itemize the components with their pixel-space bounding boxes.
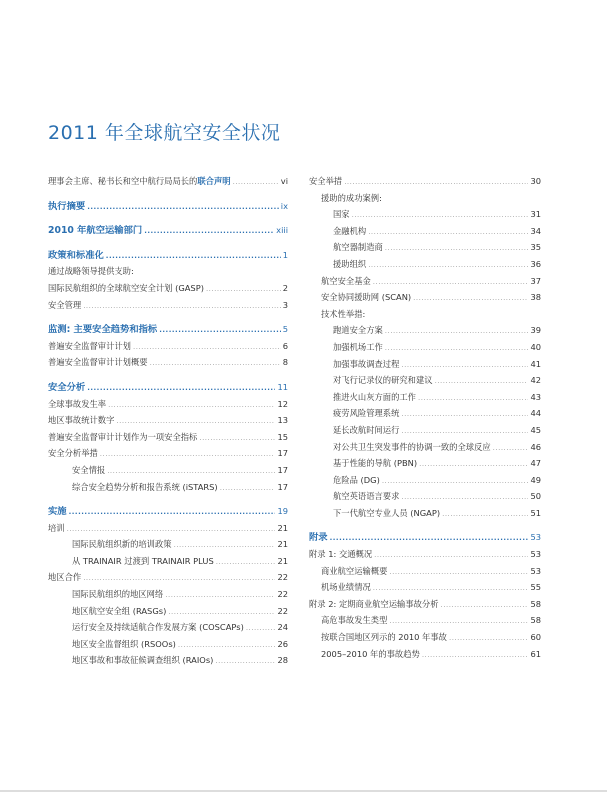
toc-entry[interactable] bbox=[309, 439, 541, 456]
toc-entry-label: 普遍安全监督审计计划概要 bbox=[48, 357, 148, 368]
toc-entry[interactable] bbox=[48, 520, 288, 537]
toc-entry[interactable] bbox=[309, 455, 541, 472]
toc-entry-label: 普遍安全监督审计计划作为一项安全指标 bbox=[48, 431, 198, 442]
toc-page-number: 15 bbox=[277, 431, 288, 442]
toc-entry[interactable] bbox=[48, 263, 288, 280]
toc-page-number: 39 bbox=[530, 325, 541, 336]
toc-leader-dots bbox=[401, 357, 528, 373]
toc-page-number: 21 bbox=[277, 522, 288, 533]
toc-leader-dots bbox=[144, 223, 274, 239]
toc-entry[interactable] bbox=[48, 396, 288, 413]
toc-entry-label: 政策和标准化 bbox=[48, 249, 104, 261]
toc-entry-label: 安全协同援助网 (SCAN) bbox=[321, 292, 412, 303]
toc-leader-dots bbox=[442, 506, 528, 522]
toc-leader-dots bbox=[220, 480, 276, 496]
toc-entry[interactable] bbox=[309, 646, 541, 663]
toc-leader-dots bbox=[419, 456, 528, 472]
toc-entry-label: 从 TRAINAIR 过渡到 TRAINAIR PLUS bbox=[72, 555, 214, 566]
toc-entry-label: 培训 bbox=[48, 522, 65, 533]
toc-entry-label: 运行安全及持续适航合作发展方案 (COSCAPs) bbox=[72, 622, 244, 633]
toc-entry[interactable] bbox=[48, 297, 288, 314]
toc-entry[interactable] bbox=[309, 356, 541, 373]
toc-page-number: 6 bbox=[282, 340, 288, 351]
toc-entry[interactable] bbox=[309, 273, 541, 290]
toc-leader-dots bbox=[401, 489, 528, 505]
toc-leader-dots bbox=[401, 406, 528, 422]
toc-leader-dots bbox=[373, 580, 529, 596]
toc-entry[interactable] bbox=[309, 546, 541, 563]
toc-leader-dots bbox=[246, 620, 276, 636]
toc-entry-label bbox=[48, 173, 231, 190]
toc-section-heading[interactable] bbox=[48, 379, 288, 396]
toc-leader-dots bbox=[165, 587, 275, 603]
toc-entry-label: 商业航空运输概要 bbox=[321, 565, 388, 576]
toc-entry-label: 按联合国地区列示的 2010 年事故 bbox=[321, 632, 447, 643]
toc-leader-dots bbox=[344, 174, 528, 190]
toc-entry-label: 2005–2010 年的事故趋势 bbox=[321, 648, 420, 659]
toc-entry[interactable] bbox=[309, 372, 541, 389]
toc-leader-dots bbox=[385, 340, 529, 356]
toc-entry-label: 航空安全基金 bbox=[321, 275, 371, 286]
toc-page-number: 55 bbox=[530, 582, 541, 593]
toc-leader-dots bbox=[67, 521, 276, 537]
toc-page-number: 17 bbox=[277, 448, 288, 459]
toc-page-number: 26 bbox=[277, 638, 288, 649]
toc-entry-label: 高危事故发生类型 bbox=[321, 615, 388, 626]
toc-page-number: vi bbox=[280, 176, 288, 186]
toc-leader-dots bbox=[389, 564, 528, 580]
toc-entry[interactable] bbox=[309, 629, 541, 646]
toc-page-number: 22 bbox=[277, 589, 288, 600]
toc-leader-dots bbox=[389, 613, 528, 629]
toc-leader-dots bbox=[168, 604, 275, 620]
toc-entry-label: 地区事故和事故征候调查组织 (RAIOs) bbox=[72, 655, 214, 666]
toc-leader-dots bbox=[374, 547, 528, 563]
toc-leader-dots bbox=[441, 597, 529, 613]
toc-page-number: 30 bbox=[530, 176, 541, 186]
toc-entry[interactable] bbox=[309, 289, 541, 306]
toc-page-number: 40 bbox=[530, 341, 541, 352]
toc-entry[interactable] bbox=[48, 603, 288, 620]
toc-section-heading[interactable] bbox=[48, 247, 288, 264]
toc-entry-label: 航空英语语言要求 bbox=[333, 491, 400, 502]
toc-leader-dots bbox=[107, 463, 275, 479]
toc-entry[interactable] bbox=[309, 190, 541, 207]
toc-entry-label: 跑道安全方案 bbox=[333, 325, 383, 336]
toc-page-number: 31 bbox=[530, 209, 541, 220]
toc-leader-dots bbox=[133, 339, 281, 355]
toc-page-number: 53 bbox=[530, 532, 541, 543]
toc-entry-label: 国家 bbox=[333, 209, 350, 220]
toc-entry[interactable] bbox=[309, 322, 541, 339]
toc-page-number: 34 bbox=[530, 225, 541, 236]
toc-entry[interactable] bbox=[48, 636, 288, 653]
toc-entry-label: 疲劳风险管理系统 bbox=[333, 408, 400, 419]
toc-entry-label: 安全分析举措 bbox=[48, 448, 98, 459]
toc-section-heading[interactable] bbox=[48, 503, 288, 520]
toc-page-number: 46 bbox=[530, 441, 541, 452]
toc-entry-label: 全球事故发生率 bbox=[48, 398, 107, 409]
toc-entry-label: 援助组织 bbox=[333, 258, 367, 269]
toc-entry-label: 对飞行记录仪的研究和建议 bbox=[333, 375, 433, 386]
toc-entry-label-prefix: 理事会主席、秘书长和空中航行局局长的 bbox=[48, 176, 198, 186]
toc-page-number: 11 bbox=[277, 381, 288, 392]
toc-page-number: 58 bbox=[530, 615, 541, 626]
toc-entry-label: 附录 bbox=[309, 532, 328, 544]
toc-section-heading[interactable] bbox=[48, 198, 288, 215]
toc-page-number: 42 bbox=[530, 375, 541, 386]
toc-leader-dots bbox=[385, 240, 529, 256]
toc-entry[interactable] bbox=[48, 280, 288, 297]
toc-entry-label: 通过战略领导提供支助: bbox=[48, 266, 134, 277]
toc-entry-label: 附录 1: 交通概况 bbox=[309, 549, 373, 560]
toc-entry[interactable] bbox=[48, 536, 288, 553]
toc-leader-dots bbox=[199, 430, 275, 446]
toc-entry-label: 国际民航组织的地区网络 bbox=[72, 589, 164, 600]
toc-entry[interactable] bbox=[309, 206, 541, 223]
toc-entry[interactable] bbox=[309, 488, 541, 505]
toc-entry[interactable] bbox=[48, 553, 288, 570]
toc-entry-label: 执行摘要 bbox=[48, 200, 86, 212]
toc-leader-dots bbox=[413, 290, 528, 306]
toc-entry-label: 安全举措 bbox=[309, 176, 343, 186]
toc-page-number: 43 bbox=[530, 391, 541, 402]
toc-page-number: 53 bbox=[530, 565, 541, 576]
toc-leader-dots bbox=[83, 298, 281, 314]
toc-entry[interactable] bbox=[48, 586, 288, 603]
toc-entry-label: 技术性举措: bbox=[321, 308, 366, 319]
toc-leader-dots bbox=[174, 537, 276, 553]
toc-entry[interactable] bbox=[48, 569, 288, 586]
toc-entry[interactable] bbox=[48, 462, 288, 479]
toc-entry-label: 安全分析 bbox=[48, 381, 86, 393]
toc-entry-label: 地区航空安全组 (RASGs) bbox=[72, 605, 167, 616]
toc-entry-label: 下一代航空专业人员 (NGAP) bbox=[333, 507, 441, 518]
toc-page-number: 35 bbox=[530, 242, 541, 253]
toc-page-number: 50 bbox=[530, 491, 541, 502]
toc-leader-dots bbox=[368, 224, 528, 240]
toc-leader-dots bbox=[87, 199, 279, 215]
toc-section-heading[interactable] bbox=[48, 321, 288, 338]
toc-leader-dots bbox=[215, 653, 275, 669]
toc-page-number: 58 bbox=[530, 598, 541, 609]
toc-page-number: 28 bbox=[277, 655, 288, 666]
toc-page-number: 36 bbox=[530, 258, 541, 269]
toc-leader-dots bbox=[382, 473, 529, 489]
toc-page-number: 17 bbox=[277, 481, 288, 492]
toc-leader-dots bbox=[385, 323, 529, 339]
toc-entry[interactable] bbox=[309, 256, 541, 273]
toc-entry[interactable] bbox=[48, 445, 288, 462]
toc-entry[interactable] bbox=[309, 173, 541, 190]
toc-entry-label: 普遍安全监督审计计划 bbox=[48, 340, 131, 351]
toc-page-number: 8 bbox=[282, 357, 288, 368]
toc-page-number: 17 bbox=[277, 464, 288, 475]
toc-entry-label: 安全管理 bbox=[48, 299, 82, 310]
toc-leader-dots bbox=[83, 570, 275, 586]
toc-left-column bbox=[48, 173, 288, 669]
toc-page-number: 61 bbox=[530, 648, 541, 659]
toc-entry[interactable] bbox=[309, 612, 541, 629]
toc-entry[interactable] bbox=[48, 479, 288, 496]
toc-entry-label: 地区安全监督组织 (RSOOs) bbox=[72, 638, 176, 649]
toc-entry-label: 危险品 (DG) bbox=[333, 474, 380, 485]
toc-entry-label: 加强机场工作 bbox=[333, 341, 383, 352]
toc-leader-dots bbox=[150, 355, 281, 371]
toc-page-number: 24 bbox=[277, 622, 288, 633]
toc-page-number: 3 bbox=[282, 299, 288, 310]
toc-leader-dots bbox=[106, 248, 281, 264]
toc-entry-label: 加强事故调查过程 bbox=[333, 358, 400, 369]
page-title: 2011 年全球航空安全状况 bbox=[48, 122, 281, 144]
toc-leader-dots bbox=[352, 207, 529, 223]
toc-entry[interactable] bbox=[309, 563, 541, 580]
toc-page-number: 12 bbox=[277, 398, 288, 409]
toc-entry-label: 航空器制造商 bbox=[333, 242, 383, 253]
toc-leader-dots bbox=[435, 373, 529, 389]
toc-entry[interactable] bbox=[48, 619, 288, 636]
toc-entry-label: 延长改航时间运行 bbox=[333, 424, 400, 435]
toc-page-number: 21 bbox=[277, 555, 288, 566]
toc-page-number: 2 bbox=[282, 282, 288, 293]
toc-page-number: ix bbox=[280, 200, 288, 211]
toc-entry[interactable] bbox=[309, 505, 541, 522]
toc-leader-dots bbox=[100, 446, 276, 462]
toc-leader-dots bbox=[418, 390, 528, 406]
toc-entry[interactable] bbox=[309, 422, 541, 439]
toc-entry[interactable] bbox=[309, 223, 541, 240]
toc-page-number: 19 bbox=[277, 506, 288, 517]
toc-section-heading[interactable] bbox=[309, 529, 541, 546]
toc-page-number: 38 bbox=[530, 292, 541, 303]
toc-leader-dots bbox=[449, 630, 528, 646]
toc-leader-dots bbox=[159, 322, 280, 338]
toc-page-number: 21 bbox=[277, 539, 288, 550]
toc-entry-label: 国际民航组织新的培训政策 bbox=[72, 539, 172, 550]
toc-entry[interactable] bbox=[309, 596, 541, 613]
toc-entry[interactable] bbox=[48, 429, 288, 446]
toc-leader-dots bbox=[233, 174, 279, 190]
toc-entry[interactable] bbox=[309, 472, 541, 489]
toc-entry-label: 机场业绩情况 bbox=[321, 582, 371, 593]
toc-entry[interactable] bbox=[309, 579, 541, 596]
toc-entry[interactable] bbox=[48, 652, 288, 669]
toc-entry[interactable] bbox=[48, 354, 288, 371]
toc-page-number: 41 bbox=[530, 358, 541, 369]
toc-page-number: 60 bbox=[530, 632, 541, 643]
toc-entry-label: 综合安全趋势分析和报告系统 (iSTARS) bbox=[72, 481, 218, 492]
toc-leader-dots bbox=[69, 504, 276, 520]
toc-entry-label: 2010 年航空运输部门 bbox=[48, 225, 143, 237]
toc-entry[interactable] bbox=[309, 405, 541, 422]
toc-page-number: 44 bbox=[530, 408, 541, 419]
toc-page-number: 49 bbox=[530, 474, 541, 485]
toc-leader-dots bbox=[401, 423, 528, 439]
toc-entry-label: 援助的成功案例: bbox=[321, 192, 382, 203]
toc-right-column bbox=[309, 173, 541, 662]
toc-entry-label: 地区事故统计数字 bbox=[48, 415, 115, 426]
toc-entry[interactable] bbox=[309, 306, 541, 323]
toc-leader-dots bbox=[216, 554, 276, 570]
toc-leader-dots bbox=[178, 637, 276, 653]
toc-leader-dots bbox=[87, 380, 275, 396]
toc-page-number: 47 bbox=[530, 458, 541, 469]
toc-section-heading[interactable] bbox=[48, 222, 288, 239]
toc-leader-dots bbox=[108, 397, 275, 413]
toc-entry[interactable] bbox=[48, 173, 288, 190]
toc-page-number: 13 bbox=[277, 415, 288, 426]
toc-page-number: 5 bbox=[282, 324, 288, 335]
toc-entry[interactable] bbox=[309, 239, 541, 256]
toc-page-number: 45 bbox=[530, 424, 541, 435]
toc-entry-label: 推进火山灰方面的工作 bbox=[333, 391, 416, 402]
toc-page-number: 51 bbox=[530, 507, 541, 518]
toc-page-number: 37 bbox=[530, 275, 541, 286]
toc-leader-dots bbox=[493, 440, 529, 456]
toc-page-number: xiii bbox=[276, 225, 288, 236]
toc-entry[interactable] bbox=[48, 338, 288, 355]
toc-leader-dots bbox=[373, 274, 529, 290]
toc-entry-label: 附录 2: 定期商业航空运输事故分析 bbox=[309, 598, 439, 609]
toc-page-number: 22 bbox=[277, 605, 288, 616]
toc-entry[interactable] bbox=[309, 339, 541, 356]
toc-leader-dots bbox=[206, 281, 281, 297]
toc-entry-label: 基于性能的导航 (PBN) bbox=[333, 458, 418, 469]
toc-page-number: 53 bbox=[530, 549, 541, 560]
toc-entry-label: 金融机构 bbox=[333, 225, 367, 236]
toc-entry-label: 监测: 主要安全趋势和指标 bbox=[48, 324, 158, 336]
toc-entry-label: 地区合作 bbox=[48, 572, 82, 583]
toc-entry-label: 对公共卫生突发事件的协调一致的全球反应 bbox=[333, 441, 491, 452]
toc-leader-dots bbox=[116, 413, 275, 429]
toc-leader-dots bbox=[422, 647, 529, 663]
toc-entry[interactable] bbox=[309, 389, 541, 406]
toc-entry-label: 国际民航组织的全球航空安全计划 (GASP) bbox=[48, 282, 204, 293]
toc-page-number: 1 bbox=[282, 249, 288, 260]
toc-leader-dots bbox=[368, 257, 528, 273]
toc-entry[interactable] bbox=[48, 412, 288, 429]
toc-entry-label: 实施 bbox=[48, 506, 67, 518]
toc-leader-dots bbox=[330, 530, 529, 546]
toc-entry-label-highlight: 联合声明 bbox=[197, 176, 231, 186]
toc-entry-label: 安全情报 bbox=[72, 464, 106, 475]
toc-page-number: 22 bbox=[277, 572, 288, 583]
